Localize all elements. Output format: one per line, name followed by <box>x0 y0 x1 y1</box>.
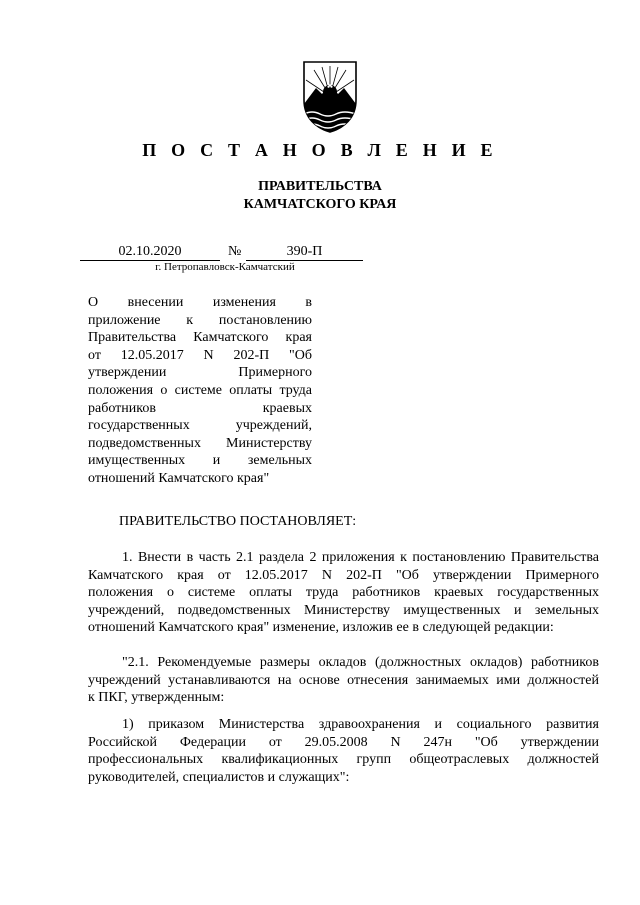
subject-line: Правительства Камчатского края <box>88 330 312 346</box>
paragraph-line: отношений Камчатского края" изменение, изложив ее в следующей редакции: <box>88 620 554 636</box>
kamchatka-coat-of-arms-icon <box>300 58 360 134</box>
authority-line: ПРАВИТЕЛЬСТВА <box>258 179 382 194</box>
subject-line: отношений Камчатского края" <box>88 470 270 486</box>
document-date: 02.10.2020 <box>80 244 220 261</box>
paragraph-line: профессиональных квалификационных групп общеотраслевых должностей <box>88 752 599 768</box>
paragraph-line: Камчатского края от 12.05.2017 N 202-П "Об утверждении Примерного <box>88 567 599 583</box>
paragraph-line: 1. Внести в часть 2.1 раздела 2 приложения к постановлению Правительства <box>122 550 599 565</box>
document-type-heading: П О С Т А Н О В Л Е Н И Е <box>142 140 498 160</box>
body-paragraph <box>88 716 599 786</box>
paragraph-line: учреждений, подведомственных Министерству имущественных и земельных <box>88 602 599 618</box>
paragraph-line: Российской Федерации от 29.05.2008 N 247н "Об утверждении <box>88 734 599 750</box>
body-paragraph <box>88 654 599 707</box>
subject-line: от 12.05.2017 N 202-П "Об <box>88 347 312 363</box>
paragraph-line: "2.1. Рекомендуемые размеры окладов (должностных окладов) работников <box>122 655 599 670</box>
subject-line: положения о системе оплаты труда <box>88 382 312 398</box>
subject-line: приложение к постановлению <box>88 312 312 328</box>
paragraph-line: положения о системе оплаты труда работников краевых государственных <box>88 585 599 601</box>
subject-line: имущественных и земельных <box>88 453 312 469</box>
paragraph-line: 1) приказом Министерства здравоохранения и социального развития <box>122 717 599 732</box>
paragraph-line: к ПКГ, утвержденным: <box>88 690 225 706</box>
subject-line: утверждении Примерного <box>88 365 312 381</box>
issuing-city: г. Петропавловск-Камчатский <box>155 261 295 273</box>
document-number: 390-П <box>246 244 363 261</box>
subject-line: работников краевых <box>88 400 312 416</box>
authority-line: КАМЧАТСКОГО КРАЯ <box>243 197 397 212</box>
number-sign: № <box>228 244 242 259</box>
subject-line: О внесении изменения в <box>88 295 312 310</box>
document-subject <box>88 294 312 488</box>
subject-line: государственных учреждений, <box>88 418 312 434</box>
decree-statement: ПРАВИТЕЛЬСТВО ПОСТАНОВЛЯЕТ: <box>119 514 357 529</box>
body-paragraph <box>88 549 599 637</box>
subject-line: подведомственных Министерству <box>88 435 312 451</box>
issuing-authority <box>0 178 640 214</box>
paragraph-line: руководителей, специалистов и служащих": <box>88 769 350 785</box>
paragraph-line: учреждений устанавливаются на основе отнесения занимаемых ими должностей <box>88 672 599 688</box>
